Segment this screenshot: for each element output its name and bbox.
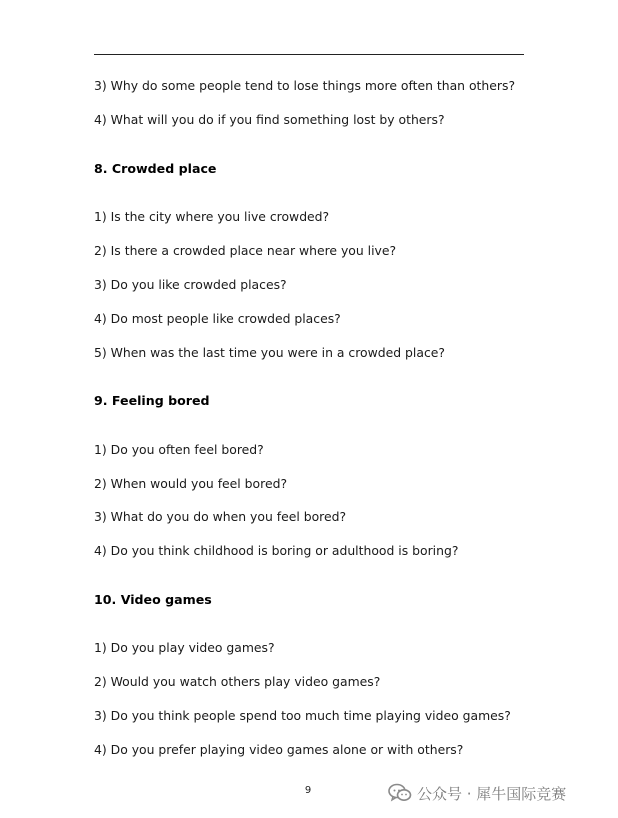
question-text: 4) Do you think childhood is boring or adulthood is boring? bbox=[94, 543, 459, 558]
watermark-text: 公众号 · 犀牛国际竞赛 bbox=[417, 784, 567, 803]
question-text: 3) Why do some people tend to lose things more often than others? bbox=[94, 78, 516, 93]
page-number: 9 bbox=[304, 785, 312, 796]
question-text: 1) Is the city where you live crowded? bbox=[94, 209, 330, 224]
question-text: 2) Is there a crowded place near where you live? bbox=[94, 243, 397, 258]
question-text: 5) When was the last time you were in a crowded place? bbox=[94, 345, 445, 360]
question-text: 3) Do you like crowded places? bbox=[94, 277, 287, 292]
question-text: 2) When would you feel bored? bbox=[94, 476, 288, 491]
wechat-icon bbox=[388, 783, 412, 803]
question-text: 3) What do you do when you feel bored? bbox=[94, 509, 347, 524]
question-text: 2) Would you watch others play video games? bbox=[94, 674, 381, 689]
section-heading: 10. Video games bbox=[94, 592, 212, 607]
question-text: 4) Do you prefer playing video games alone or with others? bbox=[94, 742, 464, 757]
question-text: 4) Do most people like crowded places? bbox=[94, 311, 341, 326]
question-text: 1) Do you play video games? bbox=[94, 640, 275, 655]
question-text: 4) What will you do if you find something lost by others? bbox=[94, 112, 445, 127]
question-text: 1) Do you often feel bored? bbox=[94, 442, 264, 457]
watermark bbox=[388, 781, 566, 805]
question-text: 3) Do you think people spend too much time playing video games? bbox=[94, 708, 511, 723]
section-heading: 9. Feeling bored bbox=[94, 393, 210, 408]
header-rule bbox=[94, 54, 524, 55]
section-heading: 8. Crowded place bbox=[94, 161, 217, 176]
